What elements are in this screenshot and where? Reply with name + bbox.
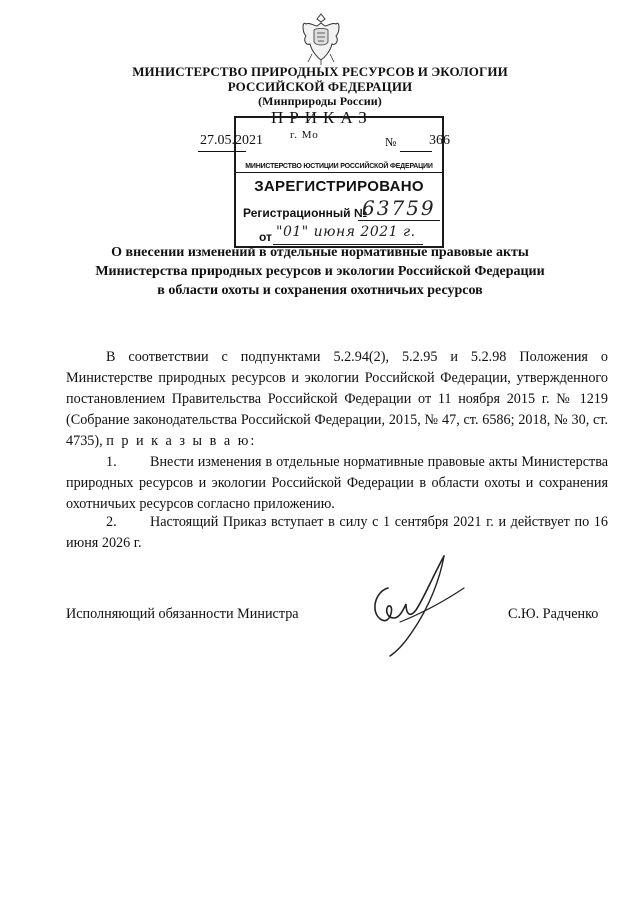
document-title-line1: О внесении изменений в отдельные нормативные правовые акты [111, 245, 529, 260]
stamp-title: ЗАРЕГИСТРИРОВАНО [254, 178, 424, 195]
stamp-registration-underline [358, 220, 440, 221]
order-item-1-text: Внести изменения в отдельные нормативные правовые акты Министерства природных ресурсов и экологии Российской Федерации в области охоты и сохранения охотничьих ресурсов согласно приложению. [66, 454, 608, 512]
order-city: г. Мо [290, 129, 319, 141]
ministry-short-name: (Минприроды России) [258, 94, 382, 108]
stamp-organization: МИНИСТЕРСТВО ЮСТИЦИИ РОССИЙСКОЙ ФЕДЕРАЦИИ [245, 163, 433, 170]
order-item-1-number: 1. [106, 454, 117, 470]
handwritten-signature-icon [360, 548, 478, 660]
order-item-2-number: 2. [106, 514, 117, 530]
order-number: 366 [429, 133, 450, 148]
order-directive-word: п р и к а з ы в а ю: [106, 433, 257, 449]
stamp-divider [236, 172, 442, 173]
ministry-name-line1: МИНИСТЕРСТВО ПРИРОДНЫХ РЕСУРСОВ И ЭКОЛОГИИ [132, 64, 508, 79]
order-date: 27.05.2021 [200, 133, 263, 148]
ministry-name-line2: РОССИЙСКОЙ ФЕДЕРАЦИИ [227, 79, 413, 94]
signatory-role: Исполняющий обязанности Министра [66, 606, 299, 622]
document-title-line3: в области охоты и сохранения охотничьих ресурсов [157, 283, 483, 298]
preamble-paragraph [66, 347, 608, 452]
order-item-2-text: Настоящий Приказ вступает в силу с 1 сентября 2021 г. и действует по 16 июня 2026 г. [66, 514, 608, 551]
document-title-line2: Министерства природных ресурсов и экологии Российской Федерации [95, 264, 545, 279]
order-item-1 [66, 452, 608, 515]
signatory-name: С.Ю. Радченко [508, 606, 599, 622]
stamp-from-label: от [259, 230, 272, 244]
order-item-2 [66, 512, 608, 554]
order-heading: ПРИКАЗ [271, 108, 373, 127]
preamble-text: В соответствии с подпунктами 5.2.94(2), 5.2.95 и 5.2.98 Положения о Министерстве природных ресурсов и экологии Российской Федерации, утвержденного постановлением Правительства Российской Федерации от 11 ноября 2015 г. № 1219 (Собрание законодательства Российской Федерации, 2015, № 47, ст. 6586; 2018, № 30, ст. 4735), [66, 349, 608, 449]
order-number-sign: № [385, 135, 397, 149]
stamp-registration-label: Регистрационный № [243, 206, 368, 220]
stamp-registration-date: "01" июня 2021 г. [276, 224, 416, 240]
coat-of-arms-icon [298, 10, 344, 66]
stamp-registration-number: 63759 [362, 196, 436, 220]
